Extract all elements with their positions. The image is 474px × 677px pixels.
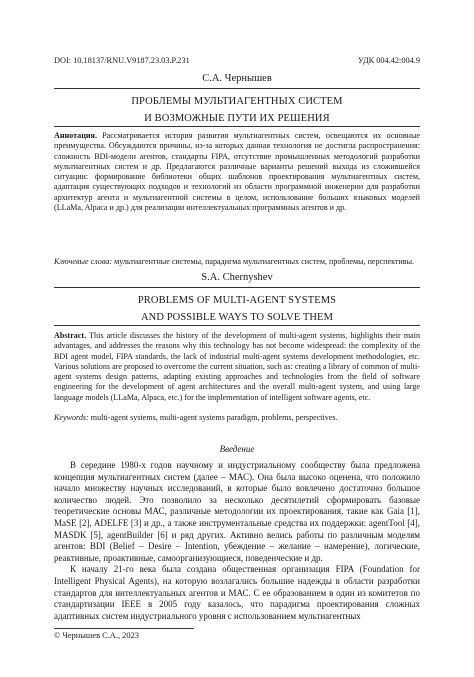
abstract-text-en: This article discusses the history of the development of multi-agent systems, highlights their main advantages, and addresses the reasons why this technology has not become widespread: the complexity of the BDI agent model, FIPA standards, the lack of industrial multi-agent systems development methodologies, etc. Various solutions are proposed to overcome the current situation, such as: creating a library of common of multi-agent systems design patterns, adapting existing approaches and technologies from the field of software engineering for the development of agent architectures and the overall multi-agent system, and using large language models (LLaMa, Alpaca, etc.) for the implementation of intelligent software agents, etc. xyxy=(54,331,420,402)
footnote-rule xyxy=(54,628,194,629)
keywords-ru xyxy=(54,257,420,267)
title-ru-line2: И ВОЗМОЖНЫЕ ПУТИ ИХ РЕШЕНИЯ xyxy=(144,113,330,124)
title-en-line2: AND POSSIBLE WAYS TO SOLVE THEM xyxy=(140,312,334,323)
keywords-label-en: Keywords: xyxy=(54,413,89,422)
paragraph: В середине 1980-х годов научному и индустриальному сообществу была предложена концепция мультиагентных систем (далее – МАС). Она была высоко оценена, что положило начало множеству научных исследований, в которые было вовлечено достаточно большое количество людей. Это позволило за несколько десятилетий сформировать базовые теоретические основы МАС, различные методологии их проектирования, такие как Gaia [1], MaSE [2], ADELFE [3] и др., а также инструментальные средства их поддержки: agentTool [4], MASDK [5], agentBuilder [6] и ряд других. Активно велись работы по различным моделям агентов: BDI (Belief – Desire – Intention, убеждение – желание – намерение), логические, реактивные, проактивные, самоорганизующиеся, поведенческие и др. xyxy=(54,460,420,563)
section-heading: Введение xyxy=(219,444,255,454)
paragraph: К началу 21-го века была создана общественная организация FIPA (Foundation for Intelligent Physical Agents), на которую возлагались большие надежды в области разработки стандартов для интеллектуальных агентов и МАС. С ее образованием в один из комитетов по стандартизации IEEE в 2005 году казалось, что парадигма проектирования сложных адаптивных систем индустриального уровня с использованием мультиагентных xyxy=(54,564,420,621)
abstract-en xyxy=(54,331,420,403)
abstract-label-ru: Аннотация. xyxy=(54,131,97,140)
rule-divider xyxy=(54,88,420,89)
keywords-text-ru: мультиагентные системы, парадигма мультиагентных систем, проблемы, перспективы. xyxy=(112,257,415,266)
doi-text: DOI: 10.18137/RNU.V9187.23.03.P.231 xyxy=(54,56,190,65)
keywords-text-en: multi-agent systems, multi-agent systems paradigm, problems, perspectives. xyxy=(88,413,338,422)
keywords-en xyxy=(54,413,420,423)
rule-divider xyxy=(54,126,420,127)
rule-divider xyxy=(54,325,420,326)
author-ru: С.А. Чернышев xyxy=(202,73,272,84)
rule-divider xyxy=(54,287,420,288)
abstract-ru xyxy=(54,131,420,213)
title-en xyxy=(54,292,420,326)
abstract-label-en: Abstract. xyxy=(54,331,87,340)
author-en: S.A. Chernyshev xyxy=(201,272,273,283)
udc-code: УДК 004.42:004.9 xyxy=(357,56,420,65)
page-header xyxy=(54,56,420,68)
abstract-text-ru: Рассматривается история развития мультиагентных систем, освещаются их основные преимущества. Обсуждаются причины, из-за которых данная технология не достигла распространения: сложность BDI-модели агентов, стандарты FIPA, отсутствие промышленных методологий разработки мультиагентных систем и др. Предлагаются различные варианты решений выхода из сложившейся ситуации: формирование библиотеки общих шаблонов проектирования мультиагентных систем, адаптация существующих подходов и технологий из области программной инженерии для разработки архитектур агента и мультиагентной системы в целом, использование больших языковых моделей (LLaMa, Alpaca и др.) для реализации интеллектуальных программных агентов и др. xyxy=(54,131,420,213)
copyright-footnote: © Чернышев С.А., 2023 xyxy=(54,631,139,640)
title-ru-line1: ПРОБЛЕМЫ МУЛЬТИАГЕНТНЫХ СИСТЕМ xyxy=(131,96,343,107)
title-en-line1: PROBLEMS OF MULTI-AGENT SYSTEMS xyxy=(137,295,337,306)
title-ru xyxy=(54,93,420,127)
body-text xyxy=(54,460,420,622)
keywords-label-ru: Ключевые слова: xyxy=(54,257,113,266)
